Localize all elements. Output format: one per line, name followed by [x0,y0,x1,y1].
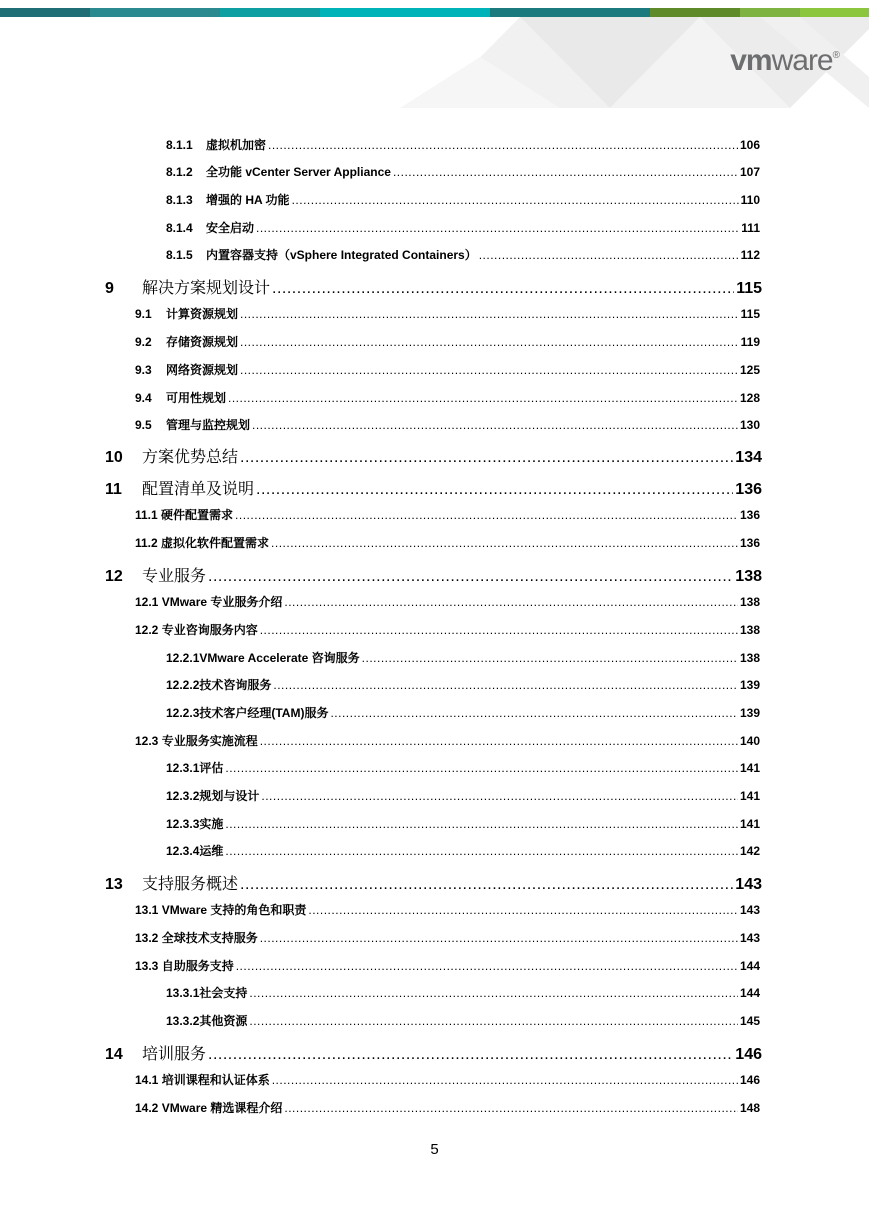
dot-leader [240,307,739,321]
toc-entry-title: 管理与监控规划 [166,418,251,432]
toc-entry-number: 13 [105,876,123,893]
brand-color-stripe [0,8,869,17]
toc-entry-page: 140 [739,734,760,748]
toc-entry[interactable] [166,1012,760,1029]
toc-entry-page: 112 [740,248,760,262]
toc-entry-page: 110 [740,193,760,207]
toc-entry[interactable] [166,191,760,208]
toc-entry-page: 146 [735,1046,762,1063]
toc-entry[interactable] [166,136,760,153]
toc-entry-page: 141 [739,789,760,803]
toc-entry[interactable] [135,1071,760,1088]
dot-leader [393,165,738,179]
toc-entry-title: 12.3.3实施 [166,817,224,831]
dot-leader [256,481,733,499]
toc-entry-title: 可用性规划 [166,391,227,405]
toc-entry[interactable] [166,219,760,236]
toc-entry-page: 144 [739,959,760,973]
toc-entry-title: 11.1 硬件配置需求 [135,508,234,522]
toc-entry-title: 13.3 自助服务支持 [135,959,234,973]
toc-entry-title: 解决方案规划设计 [142,280,271,297]
dot-leader [284,1101,738,1115]
dot-leader [236,959,738,973]
toc-entry-page: 138 [739,651,760,665]
toc-entry-number: 8.1.1 [166,138,193,152]
toc-entry-page: 130 [739,418,760,432]
toc-entry-title: 14.1 培训课程和认证体系 [135,1073,270,1087]
toc-entry-page: 119 [740,335,760,349]
dot-leader [330,706,738,720]
toc-entry[interactable] [105,871,762,894]
dot-leader [260,623,738,637]
toc-entry-page: 142 [739,844,760,858]
dot-leader [225,761,738,775]
toc-entry-page: 141 [739,817,760,831]
dot-leader [284,595,738,609]
toc-entry[interactable] [166,815,760,832]
toc-entry[interactable] [135,593,760,610]
toc-entry[interactable] [166,759,760,776]
toc-entry[interactable] [166,787,760,804]
toc-entry-number: 8.1.2 [166,165,193,179]
toc-entry-page: 136 [739,536,760,550]
toc-entry-page: 136 [739,508,760,522]
toc-entry-title: 12.2 专业咨询服务内容 [135,623,258,637]
toc-entry-title: 12.3 专业服务实施流程 [135,734,258,748]
toc-entry-number: 8.1.3 [166,193,193,207]
toc-entry-number: 9.3 [135,363,152,377]
toc-entry-title: 支持服务概述 [142,876,239,893]
toc-entry-title: 14.2 VMware 精选课程介绍 [135,1101,283,1115]
page-number: 5 [430,1141,439,1158]
dot-leader [308,903,738,917]
toc-entry-number: 9.2 [135,335,152,349]
toc-entry-title: 12.3.4运维 [166,844,224,858]
vmware-logo: vmware® [730,44,839,77]
toc-entry-number: 11 [105,481,122,498]
toc-entry-title: 12.2.1VMware Accelerate 咨询服务 [166,651,360,665]
toc-entry[interactable] [135,506,760,523]
toc-entry-title: 安全启动 [206,221,255,235]
toc-entry-number: 12 [105,568,123,585]
dot-leader [249,986,738,1000]
toc-entry[interactable] [135,621,760,638]
toc-entry-page: 144 [739,986,760,1000]
toc-entry-title: 13.2 全球技术支持服务 [135,931,258,945]
toc-entry-number: 9 [105,280,114,297]
toc-entry-title: 全功能 vCenter Server Appliance [206,165,391,179]
toc-entry-page: 141 [739,761,760,775]
dot-leader [362,651,738,665]
stripe-segment [490,8,650,17]
toc-entry-title: 12.2.3技术客户经理(TAM)服务 [166,706,329,720]
toc-entry-title: 12.3.1评估 [166,761,224,775]
toc-entry[interactable] [105,476,762,499]
toc-entry[interactable] [135,1099,760,1116]
toc-entry-page: 143 [735,876,762,893]
toc-entry[interactable] [135,929,760,946]
dot-leader [260,931,738,945]
dot-leader [292,193,739,207]
toc-entry-number: 9.1 [135,307,152,321]
dot-leader [225,844,738,858]
toc-entry-title: 虚拟机加密 [206,138,267,152]
toc-entry[interactable] [166,842,760,859]
toc-entry[interactable] [135,732,760,749]
toc-entry-page: 125 [739,363,760,377]
toc-entry-page: 138 [739,623,760,637]
toc-entry[interactable] [105,275,762,298]
toc-entry[interactable] [135,901,760,918]
toc-entry-title: 内置容器支持（vSphere Integrated Containers） [206,248,477,262]
toc-entry-title: 12.1 VMware 专业服务介绍 [135,595,283,609]
toc-entry[interactable] [166,984,760,1001]
toc-entry-page: 143 [739,931,760,945]
toc-entry-title: 专业服务 [142,568,207,585]
dot-leader [249,1014,738,1028]
toc-entry-number: 9.4 [135,391,152,405]
toc-entry[interactable] [166,704,760,721]
dot-leader [256,221,739,235]
dot-leader [235,508,738,522]
toc-entry[interactable] [135,534,760,551]
toc-entry-title: 网络资源规划 [166,363,239,377]
toc-entry-page: 139 [739,706,760,720]
toc-entry-title: 12.2.2技术咨询服务 [166,678,272,692]
toc-entry[interactable] [105,1041,762,1064]
toc-entry-page: 134 [735,449,762,466]
toc-entry-page: 128 [739,391,760,405]
stripe-segment [0,8,90,17]
dot-leader [225,817,738,831]
dot-leader [240,876,733,894]
dot-leader [240,335,739,349]
dot-leader [271,536,738,550]
toc-entry-number: 10 [105,449,123,466]
toc-entry-title: 配置清单及说明 [142,481,255,498]
toc-entry-page: 138 [735,568,762,585]
toc-entry[interactable] [166,163,760,180]
dot-leader [252,418,738,432]
page-header [0,0,869,108]
toc-entry-title: 存储资源规划 [166,335,239,349]
dot-leader [272,1073,738,1087]
toc-entry-page: 107 [739,165,760,179]
toc-entry[interactable] [166,676,760,693]
toc-entry-page: 115 [740,307,760,321]
dot-leader [272,280,734,298]
toc-entry-title: 培训服务 [142,1046,207,1063]
toc-entry[interactable] [135,305,760,322]
toc-entry-page: 148 [739,1101,760,1115]
toc-entry-title: 增强的 HA 功能 [206,193,290,207]
toc-entry-title: 13.3.2其他资源 [166,1014,248,1028]
toc-entry-title: 13.3.1社会支持 [166,986,248,1000]
dot-leader [208,568,733,586]
toc-entry[interactable] [166,246,760,263]
toc-entry[interactable] [135,957,760,974]
toc-entry[interactable] [135,333,760,350]
toc-entry-page: 143 [739,903,760,917]
toc-entry-page: 139 [739,678,760,692]
stripe-segment [220,8,320,17]
toc-entry-title: 13.1 VMware 支持的角色和职责 [135,903,307,917]
dot-leader [228,391,738,405]
dot-leader [240,449,733,467]
toc-entry-title: 方案优势总结 [142,449,239,466]
toc-entry-page: 145 [739,1014,760,1028]
dot-leader [240,363,738,377]
dot-leader [261,789,738,803]
toc-entry-page: 115 [736,280,762,297]
stripe-segment [800,8,869,17]
dot-leader [208,1046,733,1064]
toc-entry-title: 计算资源规划 [166,307,239,321]
toc-entry-title: 12.3.2规划与设计 [166,789,260,803]
toc-entry-number: 14 [105,1046,123,1063]
stripe-segment [90,8,220,17]
dot-leader [273,678,738,692]
toc-entry[interactable] [105,563,762,586]
dot-leader [479,248,739,262]
toc-entry-page: 111 [741,221,760,235]
stripe-segment [320,8,490,17]
toc-entry-page: 136 [735,481,762,498]
dot-leader [260,734,738,748]
toc-entry[interactable] [166,649,760,666]
toc-entry-number: 8.1.5 [166,248,193,262]
stripe-segment [650,8,740,17]
stripe-segment [740,8,800,17]
dot-leader [268,138,738,152]
toc-entry-page: 106 [739,138,760,152]
toc-entry[interactable] [135,361,760,378]
toc-entry-number: 8.1.4 [166,221,193,235]
toc-entry-page: 138 [739,595,760,609]
toc-entry-number: 9.5 [135,418,152,432]
toc-entry-title: 11.2 虚拟化软件配置需求 [135,536,270,550]
toc-entry[interactable] [135,389,760,406]
toc-entry[interactable] [135,416,760,433]
toc-entry[interactable] [105,444,762,467]
toc-entry-page: 146 [739,1073,760,1087]
